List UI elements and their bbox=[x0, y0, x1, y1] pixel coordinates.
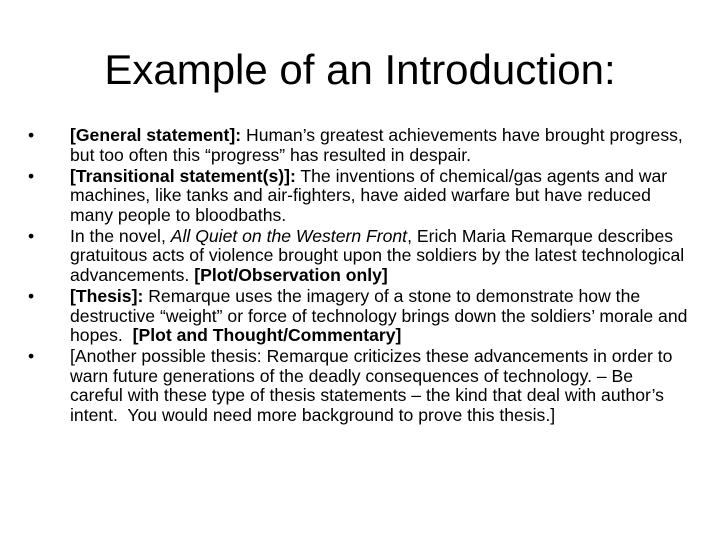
bullet-dot-icon: • bbox=[28, 346, 35, 367]
bullet-text-pre: In the novel, bbox=[70, 225, 171, 246]
bullet-text: , Erich Maria Remarque describes gratuitous acts of violence brought upon the soldiers by the latest technological advancements. bbox=[70, 225, 685, 285]
bullet-label: [Thesis]: bbox=[70, 285, 144, 306]
bullet-transitional-statement bbox=[28, 167, 688, 226]
bullet-text: [Another possible thesis: Remarque criticizes these advancements in order to warn future generations of the deadly consequences of technology. – Be careful with these type of thesis statements – the kind that deal with author’s intent. You would need more background to prove this thesis.] bbox=[70, 346, 678, 425]
bullet-list bbox=[28, 125, 693, 427]
bullet-tag: [Plot/Observation only] bbox=[194, 264, 388, 285]
bullet-text: Human’s greatest achievements have brought progress, but too often this “progress” has resulted in despair. bbox=[70, 125, 683, 165]
bullet-text: Remarque uses the imagery of a stone to demonstrate how the destructive “weight” or force of technology brings down the soldiers’ morale and hopes. bbox=[70, 285, 693, 346]
bullet-general-statement bbox=[28, 126, 688, 165]
bullet-novel-observation bbox=[28, 227, 688, 286]
bullet-thesis bbox=[28, 285, 693, 346]
bullet-text: The inventions of chemical/gas agents and war machines, like tanks and air-fighters, have aided warfare but have reduced many people to bloodbaths. bbox=[70, 165, 668, 225]
slide-title: Example of an Introduction: bbox=[104, 46, 616, 93]
bullet-another-thesis bbox=[28, 347, 688, 425]
bullet-dot-icon: • bbox=[28, 125, 35, 145]
bullet-tag: [Plot and Thought/Commentary] bbox=[132, 325, 402, 346]
bullet-dot-icon: • bbox=[28, 225, 35, 246]
bullet-label: [Transitional statement(s)]: bbox=[70, 165, 296, 186]
book-title: All Quiet on the Western Front bbox=[170, 225, 408, 246]
bullet-dot-icon: • bbox=[28, 285, 35, 306]
bullet-dot-icon: • bbox=[28, 165, 35, 186]
bullet-label: [General statement]: bbox=[70, 125, 242, 145]
